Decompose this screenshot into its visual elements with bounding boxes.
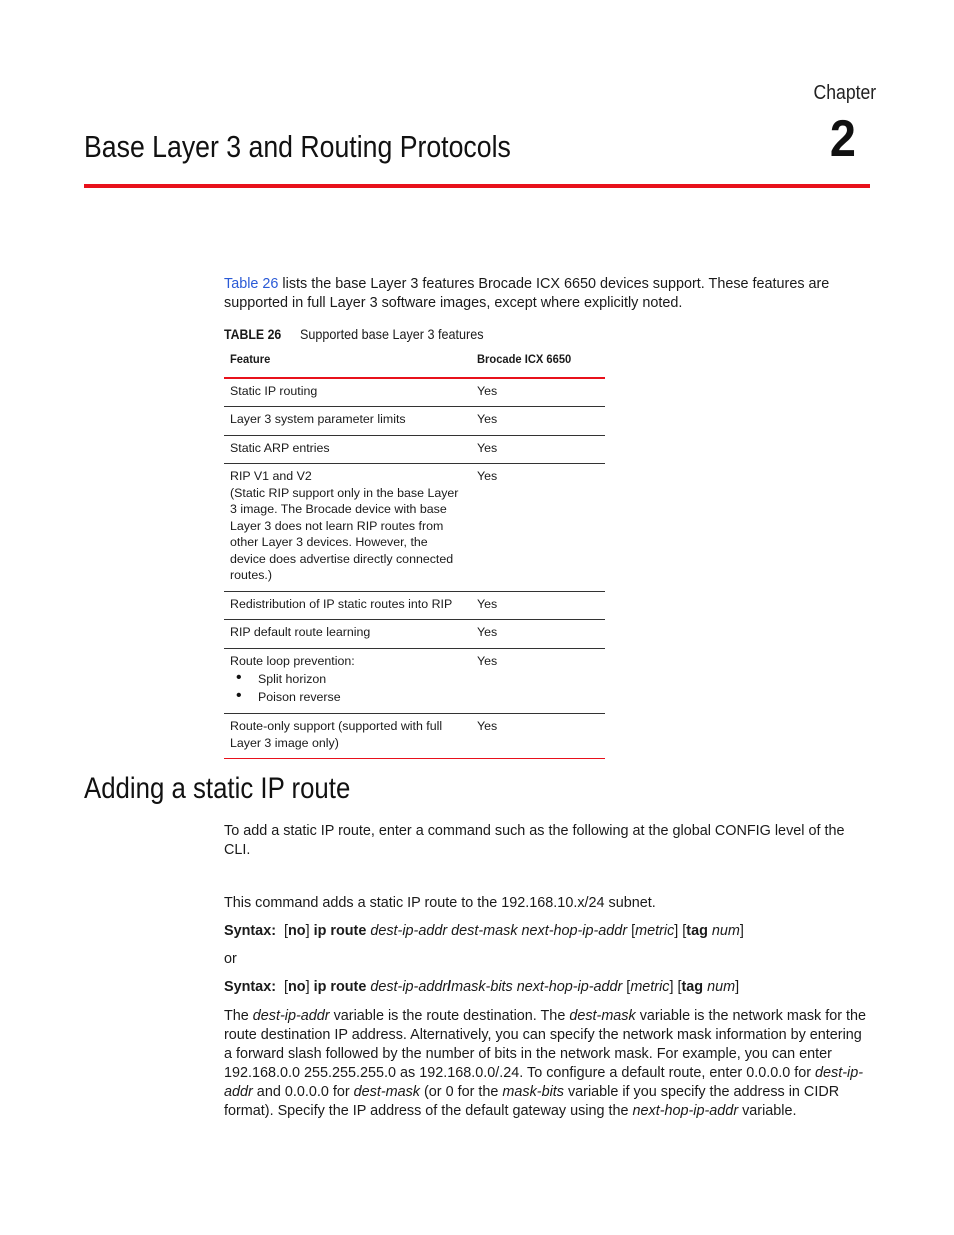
bullet-item: • Poison reverse — [230, 688, 465, 706]
or-text: or — [224, 951, 237, 967]
table-caption — [224, 326, 504, 342]
feature-cell: Static ARP entries — [224, 435, 471, 464]
support-cell: Yes — [471, 714, 605, 759]
syntax-line-2: Syntax: [no] ip route dest-ip-addr/mask-bits next-hop-ip-addr [metric] [tag num] — [224, 979, 740, 995]
feature-label: Route loop prevention: — [230, 653, 355, 668]
feature-note: (Static RIP support only in the base Layer 3 image. The Brocade device with base Layer 3 does not learn RIP routes from other Layer 3 devices. However, the device does advertise directly connected routes.) — [230, 485, 459, 582]
table-row — [224, 378, 605, 407]
feature-cell: Redistribution of IP static routes into RIP — [224, 591, 471, 620]
support-cell: Yes — [471, 464, 605, 592]
table-row — [224, 620, 605, 649]
chapter-title: Base Layer 3 and Routing Protocols — [84, 129, 511, 164]
table-row — [224, 407, 605, 436]
header-brocade: Brocade ICX 6650 — [471, 348, 605, 378]
feature-cell — [224, 464, 471, 592]
table-header-row — [224, 348, 605, 378]
support-cell: Yes — [471, 378, 605, 407]
title-rule — [84, 184, 870, 188]
support-cell: Yes — [471, 591, 605, 620]
table-row — [224, 435, 605, 464]
bullet-item: • Split horizon — [230, 670, 465, 688]
section-title: Adding a static IP route — [84, 772, 351, 805]
support-cell: Yes — [471, 407, 605, 436]
table-row — [224, 591, 605, 620]
section-para-2: This command adds a static IP route to the 192.168.10.x/24 subnet. — [224, 895, 656, 911]
table-row — [224, 714, 605, 759]
header-feature: Feature — [224, 348, 471, 378]
features-table — [224, 348, 605, 759]
table-row — [224, 648, 605, 714]
bullet-list — [230, 670, 465, 706]
intro-paragraph — [224, 275, 870, 313]
feature-label: RIP V1 and V2 — [230, 469, 312, 483]
feature-cell: Static IP routing — [224, 378, 471, 407]
table-caption-number: TABLE 26 — [224, 326, 282, 342]
table-caption-text: Supported base Layer 3 features — [299, 326, 484, 342]
support-cell: Yes — [471, 648, 605, 714]
chapter-number: 2 — [829, 110, 856, 168]
chapter-label: Chapter — [813, 82, 876, 104]
feature-cell: RIP default route learning — [224, 620, 471, 649]
support-cell: Yes — [471, 435, 605, 464]
support-cell: Yes — [471, 620, 605, 649]
section-para-1: To add a static IP route, enter a command such as the following at the global CONFIG level of the CLI. — [224, 823, 845, 858]
table-link[interactable]: Table 26 — [224, 276, 279, 292]
description-paragraph: The dest-ip-addr variable is the route destination. The dest-mask variable is the network mask for the route destination IP address. Alternatively, you can specify the network mask information by entering a forward slash followed by the number of bits in the network mask. For example, you can enter 192.168.0.0 255.255.255.0 as 192.168.0.0/.24. To configure a default route, enter 0.0.0.0 for dest-ip-addr and 0.0.0.0 for dest-mask (or 0 for the mask-bits variable if you specify the address in CIDR format). Specify the IP address of the default gateway using the next-hop-ip-addr variable. — [224, 1008, 867, 1119]
syntax-line-1: Syntax: [no] ip route dest-ip-addr dest-mask next-hop-ip-addr [metric] [tag num] — [224, 923, 744, 939]
feature-cell — [224, 648, 471, 714]
feature-cell: Route-only support (supported with full Layer 3 image only) — [224, 714, 471, 759]
table-row — [224, 464, 605, 592]
intro-text: lists the base Layer 3 features Brocade ICX 6650 devices support. These features are supported in full Layer 3 software images, except where explicitly noted. — [224, 276, 830, 311]
feature-cell: Layer 3 system parameter limits — [224, 407, 471, 436]
